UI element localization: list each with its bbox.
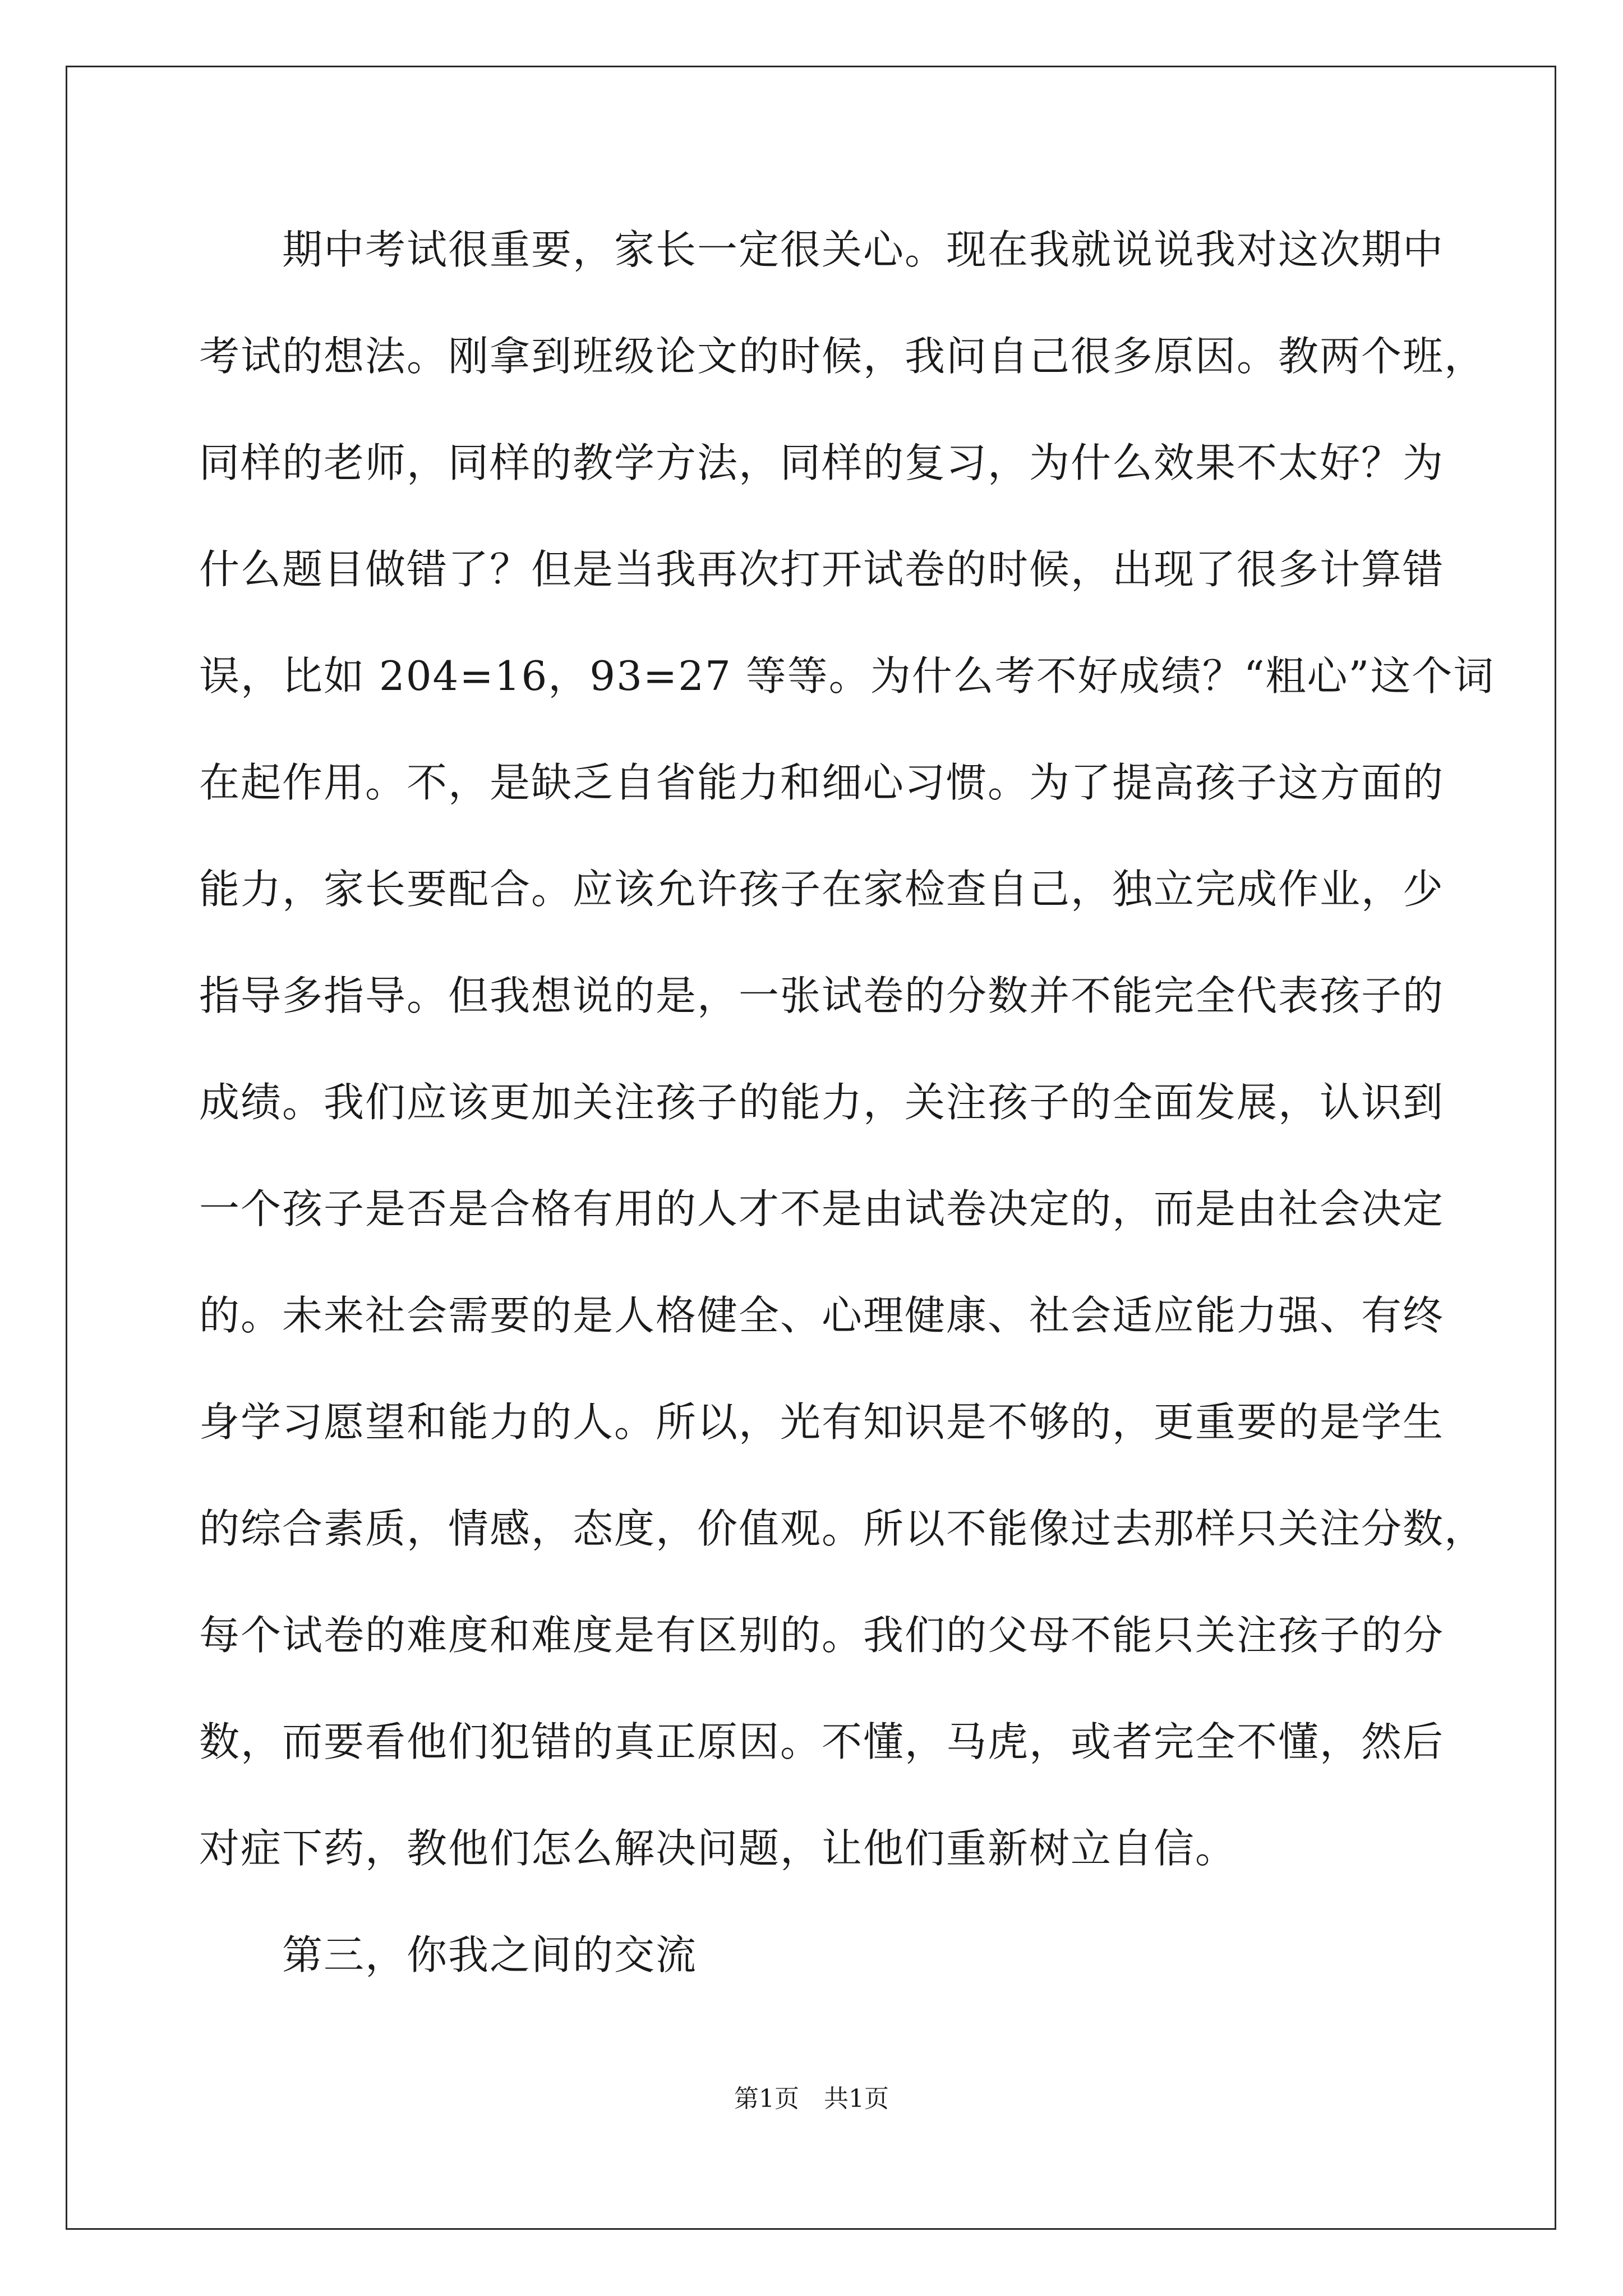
text-line: 能力，家长要配合。应该允许孩子在家检查自己，独立完成作业，少 (199, 866, 1445, 913)
page-number-footer: 第1页 共1页 (734, 2085, 889, 2113)
text-line: 在起作用。不，是缺乏自省能力和细心习惯。为了提高孩子这方面的 (199, 759, 1445, 806)
text-line: 身学习愿望和能力的人。所以，光有知识是不够的，更重要的是学生 (199, 1398, 1445, 1446)
paragraph-midterm-exam (199, 219, 1495, 1924)
text-line: 每个试卷的难度和难度是有区别的。我们的父母不能只关注孩子的分 (199, 1612, 1445, 1659)
text-line: 指导多指导。但我想说的是，一张试卷的分数并不能完全代表孩子的 (199, 972, 1445, 1019)
text-line: 考试的想法。刚拿到班级论文的时候，我问自己很多原因。教两个班， (199, 333, 1486, 380)
text-line: 什么题目做错了？但是当我再次打开试卷的时候，出现了很多计算错 (199, 546, 1445, 593)
text-line: 的综合素质，情感，态度，价值观。所以不能像过去那样只关注分数， (199, 1505, 1486, 1552)
text-line: 的。未来社会需要的是人格健全、心理健康、社会适应能力强、有终 (199, 1292, 1445, 1339)
text-line: 成绩。我们应该更加关注孩子的能力，关注孩子的全面发展，认识到 (199, 1079, 1445, 1126)
text-line: 一个孩子是否是合格有用的人才不是由试卷决定的，而是由社会决定 (199, 1185, 1445, 1232)
text-line: 误，比如 204=16，93=27 等等。为什么考不好成绩？“粗心”这个词 (199, 652, 1495, 700)
document-body (199, 219, 1495, 2031)
text-line: 期中考试很重要，家长一定很关心。现在我就说说我对这次期中 (282, 226, 1445, 273)
text-line: 同样的老师，同样的教学方法，同样的复习，为什么效果不太好？为 (199, 439, 1445, 486)
text-line: 数，而要看他们犯错的真正原因。不懂，马虎，或者完全不懂，然后 (199, 1718, 1445, 1765)
section-heading: 第三，你我之间的交流 (282, 1931, 698, 1978)
paragraph-section-three (199, 1924, 1430, 2031)
text-line: 对症下药，教他们怎么解决问题，让他们重新树立自信。 (199, 1825, 1237, 1872)
